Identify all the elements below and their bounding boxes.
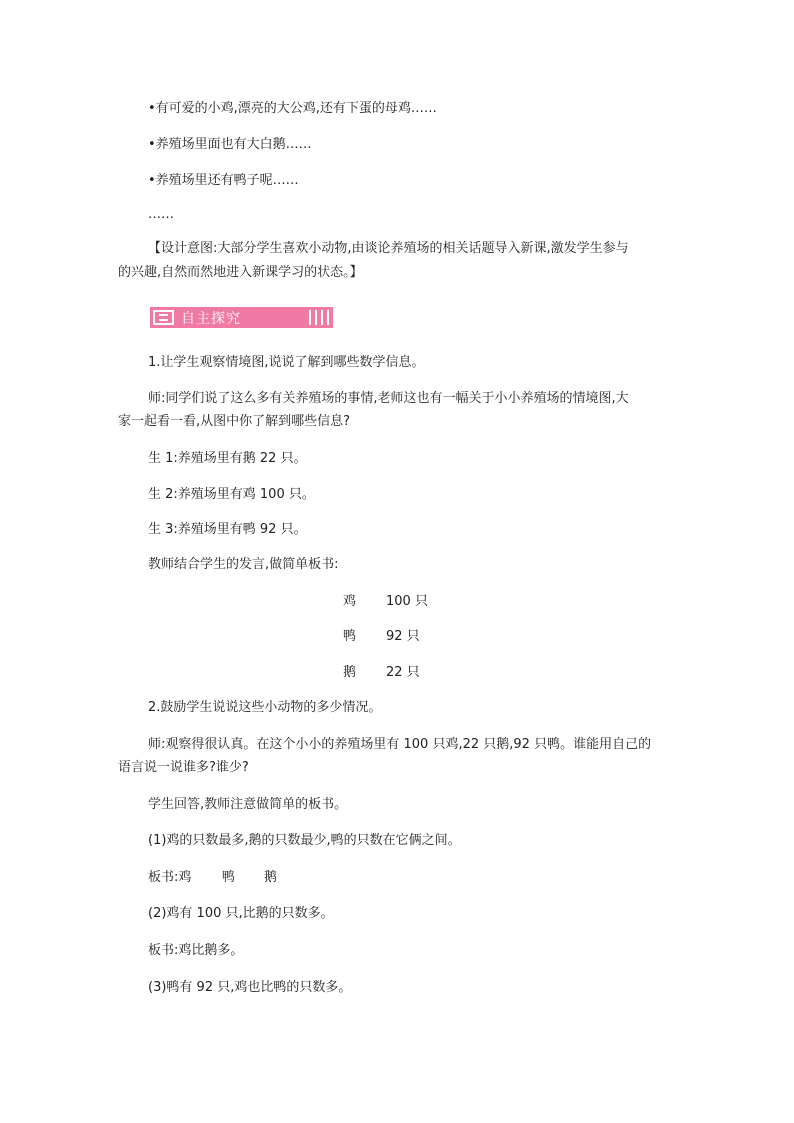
student-3: 生 3:养殖场里有鸭 92 只。 xyxy=(148,522,307,537)
board-row-goose-animal: 鹅 xyxy=(343,665,357,680)
board-1-item-duck: 鸭 xyxy=(222,870,236,885)
student-2: 生 2:养殖场里有鸡 100 只。 xyxy=(148,487,315,502)
board-row-chicken-animal: 鸡 xyxy=(343,594,357,609)
teacher-2-line-2: 语言说一说谁多?谁少? xyxy=(118,760,249,775)
design-note-line-2: 的兴趣,自然而然地进入新课学习的状态。】 xyxy=(118,265,363,280)
design-note-line-1: 【设计意图:大部分学生喜欢小动物,由谈论养殖场的相关话题导入新课,激发学生参与 xyxy=(148,241,629,256)
board-1-label: 板书:鸡 xyxy=(148,870,192,885)
point-1: (1)鸡的只数最多,鹅的只数最少,鸭的只数在它俩之间。 xyxy=(148,833,461,848)
board-row-goose-count: 22 只 xyxy=(386,665,420,680)
board-2: 板书:鸡比鹅多。 xyxy=(148,943,244,958)
step-2: 2.鼓励学生说说这些小动物的多少情况。 xyxy=(148,700,382,715)
board-row-duck-count: 92 只 xyxy=(386,629,420,644)
teacher-1-line-2: 家一起看一看,从图中你了解到哪些信息? xyxy=(118,414,351,429)
banner-decoration xyxy=(309,310,329,325)
section-number-icon xyxy=(153,310,174,325)
section-title: 自主探究 xyxy=(181,310,241,327)
answer-intro: 学生回答,教师注意做简单的板书。 xyxy=(148,797,348,812)
section-banner xyxy=(150,307,333,328)
step-1: 1.让学生观察情境图,说说了解到哪些数学信息。 xyxy=(148,355,425,370)
bullet-1: •有可爱的小鸡,漂亮的大公鸡,还有下蛋的母鸡…… xyxy=(148,101,437,116)
student-1: 生 1:养殖场里有鹅 22 只。 xyxy=(148,451,307,466)
teacher-1-line-1: 师:同学们说了这么多有关养殖场的事情,老师这也有一幅关于小小养殖场的情境图,大 xyxy=(148,391,629,406)
board-intro: 教师结合学生的发言,做简单板书: xyxy=(148,557,339,572)
point-2: (2)鸡有 100 只,比鹅的只数多。 xyxy=(148,906,334,921)
board-row-duck-animal: 鸭 xyxy=(343,629,357,644)
bullet-2: •养殖场里面也有大白鹅…… xyxy=(148,137,312,152)
board-row-chicken-count: 100 只 xyxy=(386,594,428,609)
teacher-2-line-1: 师:观察得很认真。在这个小小的养殖场里有 100 只鸡,22 只鹅,92 只鸭。谁能用自己的 xyxy=(148,737,652,752)
point-3: (3)鸭有 92 只,鸡也比鸭的只数多。 xyxy=(148,980,352,995)
ellipsis-line: …… xyxy=(148,207,174,222)
board-1-item-goose: 鹅 xyxy=(264,870,278,885)
bullet-3: •养殖场里还有鸭子呢…… xyxy=(148,173,299,188)
